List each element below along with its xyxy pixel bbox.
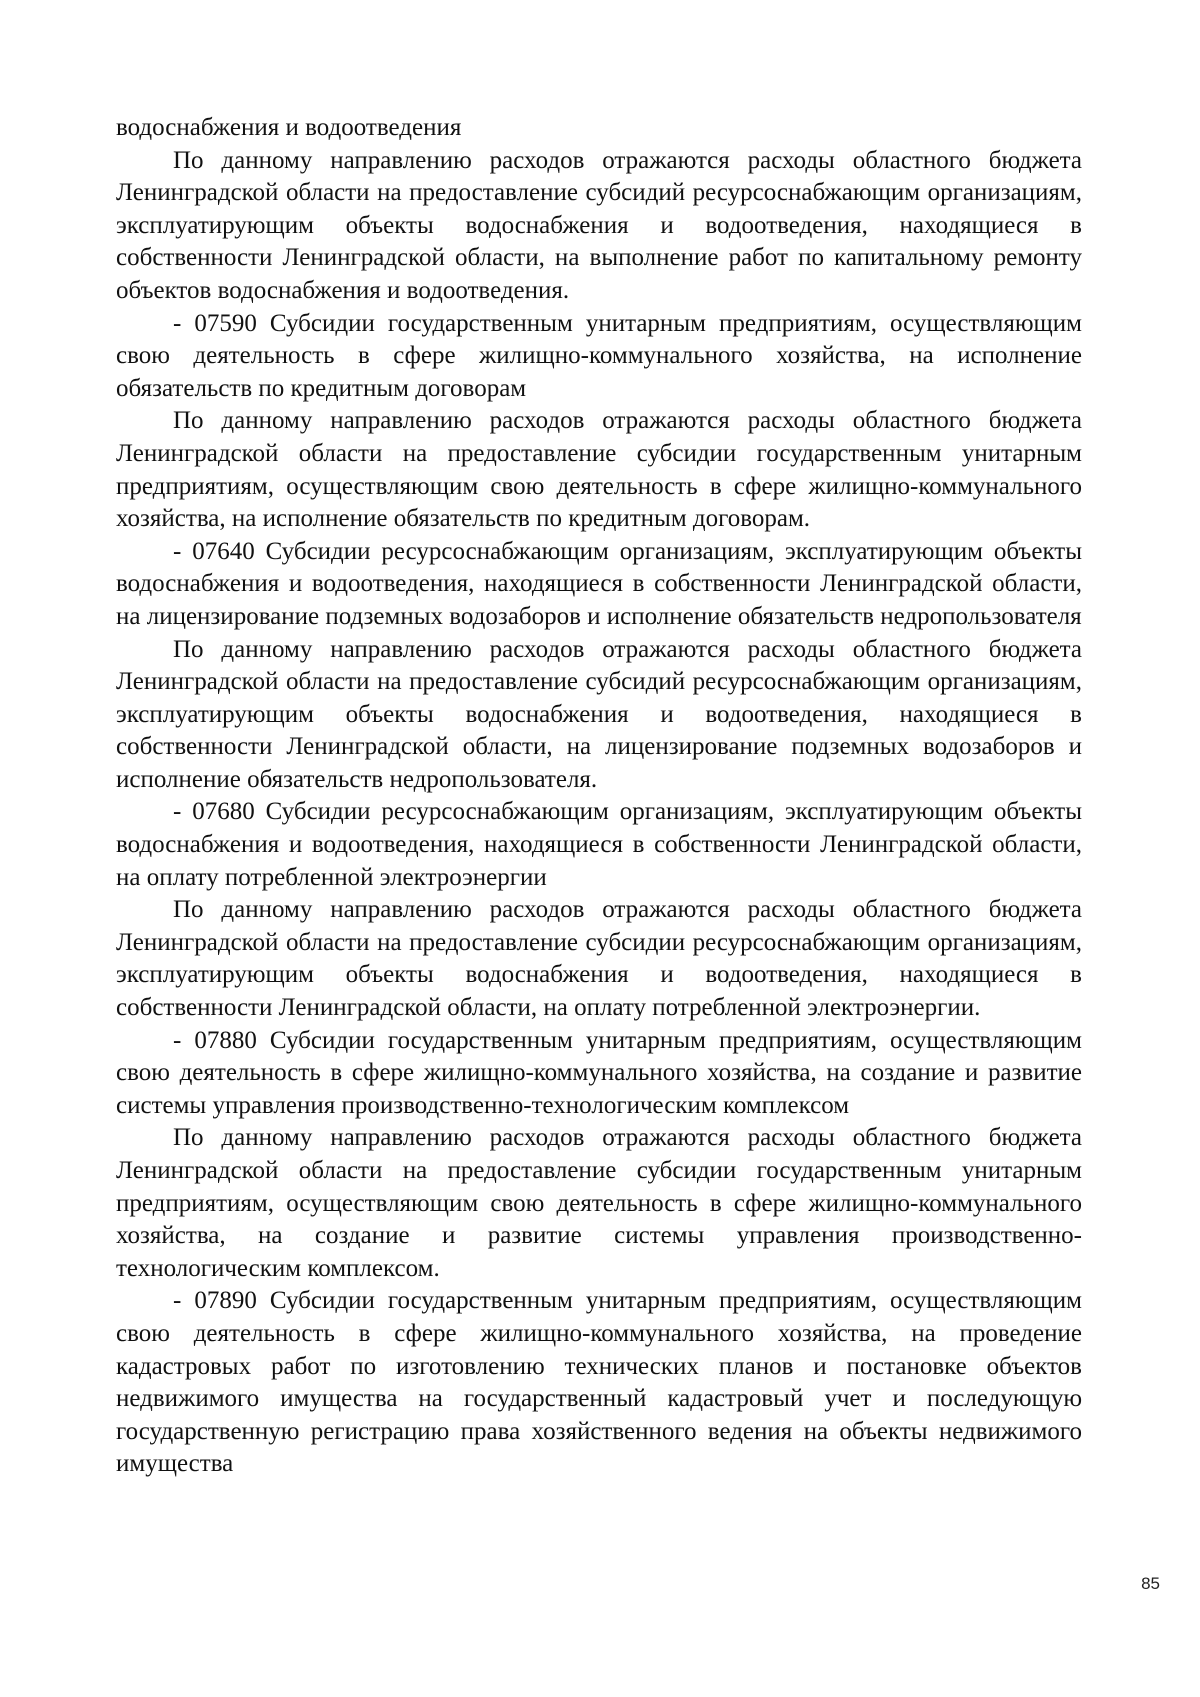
page-number: 85 — [1141, 1574, 1160, 1593]
paragraph-description: По данному направлению расходов отражаются расходы областного бюджета Ленинградской области на предоставление субсидии ресурсоснабжающим организациям, эксплуатирующим объекты водоснабжения и водоотведения, находящиеся в собственности Ленинградской области, на оплату потребленной электроэнергии. — [116, 896, 1082, 1022]
paragraph-description: По данному направлению расходов отражаются расходы областного бюджета Ленинградской области на предоставление субсидий ресурсоснабжающим организациям, эксплуатирующим объекты водоснабжения и водоотведения, находящиеся в собственности Ленинградской области, на выполнение работ по капитальному ремонту объектов водоснабжения и водоотведения. — [116, 146, 1082, 304]
paragraph-item-07640: - 07640 Субсидии ресурсоснабжающим организациям, эксплуатирующим объекты водоснабжения и водоотведения, находящиеся в собственности Ленинградской области, на лицензирование подземных водозаборов и исполнение обязательств недропользователя — [116, 537, 1082, 630]
paragraph-description: По данному направлению расходов отражаются расходы областного бюджета Ленинградской области на предоставление субсидии государственным унитарным предприятиям, осуществляющим свою деятельность в сфере жилищно-коммунального хозяйства, на создание и развитие системы управления производственно-технологическим комплексом. — [116, 1124, 1082, 1282]
paragraph-item-07590: - 07590 Субсидии государственным унитарным предприятиям, осуществляющим свою деятельность в сфере жилищно-коммунального хозяйства, на исполнение обязательств по кредитным договорам — [116, 309, 1082, 402]
paragraph-description: По данному направлению расходов отражаются расходы областного бюджета Ленинградской области на предоставление субсидии государственным унитарным предприятиям, осуществляющим свою деятельность в сфере жилищно-коммунального хозяйства, на исполнение обязательств по кредитным договорам. — [116, 407, 1082, 533]
paragraph-description: По данному направлению расходов отражаются расходы областного бюджета Ленинградской области на предоставление субсидий ресурсоснабжающим организациям, эксплуатирующим объекты водоснабжения и водоотведения, находящиеся в собственности Ленинградской области, на лицензирование подземных водозаборов и исполнение обязательств недропользователя. — [116, 635, 1082, 793]
paragraph-item-07680: - 07680 Субсидии ресурсоснабжающим организациям, эксплуатирующим объекты водоснабжения и водоотведения, находящиеся в собственности Ленинградской области, на оплату потребленной электроэнергии — [116, 798, 1082, 891]
paragraph-item-07890: - 07890 Субсидии государственным унитарным предприятиям, осуществляющим свою деятельность в сфере жилищно-коммунального хозяйства, на проведение кадастровых работ по изготовлению технических планов и постановке объектов недвижимого имущества на государственный кадастровый учет и последующую государственную регистрацию права хозяйственного ведения на объекты недвижимого имущества — [116, 1287, 1082, 1478]
paragraph-continuation: водоснабжения и водоотведения — [116, 114, 462, 141]
document-body — [116, 112, 1082, 1481]
paragraph-item-07880: - 07880 Субсидии государственным унитарным предприятиям, осуществляющим свою деятельность в сфере жилищно-коммунального хозяйства, на создание и развитие системы управления производственно-технологическим комплексом — [116, 1026, 1082, 1119]
